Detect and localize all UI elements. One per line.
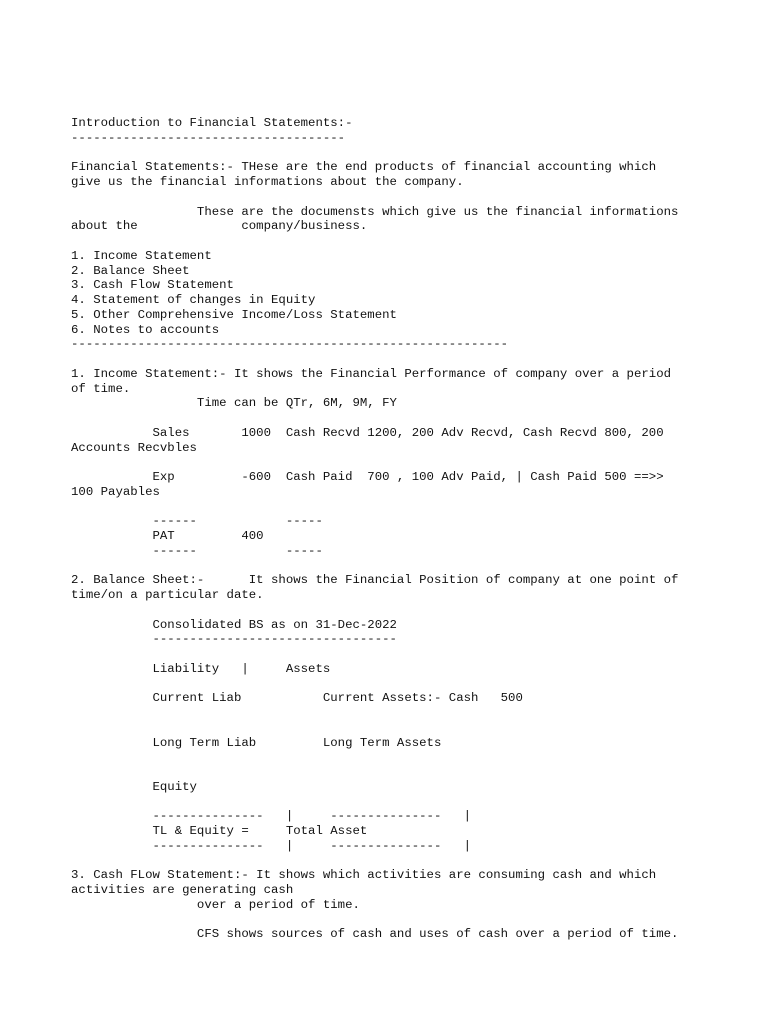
text-line: 1. Income Statement:- It shows the Financial Performance of company over a period — [71, 366, 672, 381]
text-line: 3. Cash Flow Statement — [71, 278, 234, 293]
blank-line — [71, 559, 731, 574]
blank-line — [71, 854, 731, 869]
text-line: about the company/business. — [71, 219, 368, 234]
text-line: of time. — [71, 381, 131, 396]
text-line: 4. Statement of changes in Equity — [71, 293, 316, 307]
text-line: 3. Cash FLow Statement:- It shows which activities are consuming cash and which — [71, 868, 657, 883]
text-line: Consolidated BS as on 31-Dec-2022 — [71, 617, 397, 632]
text-line: --------------------------------- — [71, 632, 397, 647]
text-line: 5. Other Comprehensive Income/Loss Statement — [71, 307, 397, 322]
text-line: 2. Balance Sheet:- It shows the Financial Position of company at one point of — [71, 573, 679, 588]
blank-line — [71, 765, 731, 780]
blank-line — [71, 721, 731, 736]
text-line: give us the financial informations about the company. — [71, 175, 464, 189]
text-line: 100 Payables — [71, 484, 160, 499]
text-line: Equity — [71, 779, 197, 794]
text-line: Long Term Liab Long Term Assets — [71, 735, 442, 750]
blank-line — [71, 706, 731, 721]
text-line: CFS shows sources of cash and uses of cash over a period of time. — [71, 927, 679, 942]
text-line: PAT 400 — [71, 529, 264, 543]
blank-line — [71, 647, 731, 662]
text-line: Accounts Recvbles — [71, 440, 197, 455]
text-line: 6. Notes to accounts — [71, 322, 220, 337]
blank-line — [71, 352, 731, 367]
text-line: Time can be QTr, 6M, 9M, FY — [71, 396, 397, 411]
blank-line — [71, 750, 731, 765]
text-line: TL & Equity = Total Asset — [71, 824, 368, 838]
blank-line — [71, 500, 731, 515]
blank-line — [71, 795, 731, 810]
text-line: ----------------------------------------------------------- — [71, 337, 509, 352]
text-line: time/on a particular date. — [71, 588, 264, 602]
blank-line — [71, 234, 731, 249]
text-line: Sales 1000 Cash Recvd 1200, 200 Adv Recvd, Cash Recvd 800, 200 — [71, 425, 664, 440]
text-line: Introduction to Financial Statements:- — [71, 116, 353, 130]
text-line: Financial Statements:- THese are the end products of financial accounting which — [71, 160, 657, 175]
blank-line — [71, 455, 731, 470]
text-line: --------------- | --------------- | — [71, 838, 472, 853]
text-line: Liability | Assets — [71, 661, 331, 676]
blank-line — [71, 146, 731, 161]
blank-line — [71, 190, 731, 205]
text-line: ------ ----- — [71, 514, 323, 529]
blank-line — [71, 913, 731, 928]
text-line: These are the documensts which give us the financial informations — [71, 204, 679, 219]
text-line: ------ ----- — [71, 543, 323, 558]
text-line: activities are generating cash — [71, 883, 294, 897]
text-line: over a period of time. — [71, 897, 360, 912]
text-line: 1. Income Statement — [71, 248, 212, 263]
text-line: ------------------------------------- — [71, 130, 346, 145]
blank-line — [71, 603, 731, 618]
text-line: 2. Balance Sheet — [71, 263, 190, 278]
text-line: --------------- | --------------- | — [71, 809, 472, 824]
text-line: Exp -600 Cash Paid 700 , 100 Adv Paid, | Cash Paid 500 ==>> — [71, 470, 664, 484]
blank-line — [71, 411, 731, 426]
text-line: Current Liab Current Assets:- Cash 500 — [71, 691, 523, 706]
document-body — [71, 116, 731, 942]
blank-line — [71, 677, 731, 692]
